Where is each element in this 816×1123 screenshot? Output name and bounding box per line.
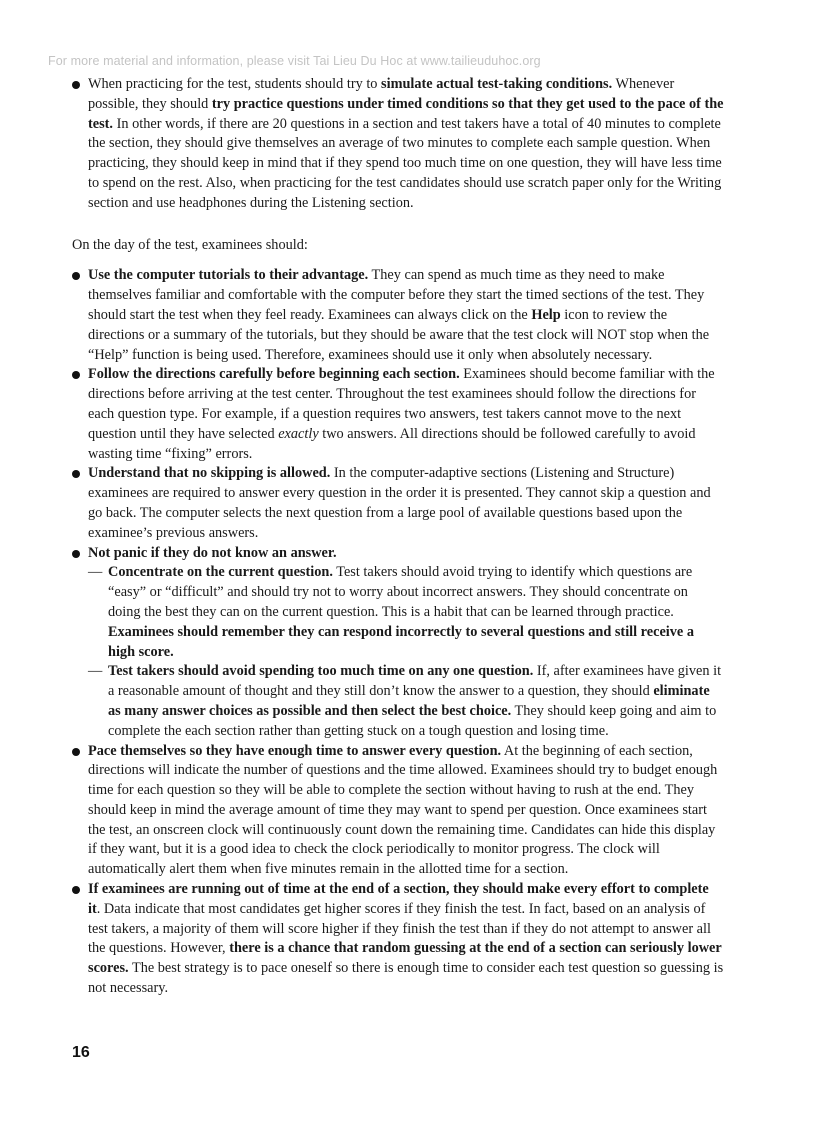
item-heading: Follow the directions carefully before beginning each section.: [88, 366, 460, 383]
text-run: Examinees should become familiar with the directions before arriving at the test center. Throughout the test examinees should follow the directions for each question type. For example, if a question requires two answers, test takers cannot move to the next question until they have selected: [88, 366, 715, 442]
bullet-icon: [72, 272, 80, 280]
item-heading: Understand that no skipping is allowed.: [88, 465, 331, 482]
text-run: two answers. All directions should be followed carefully to avoid wasting time “fixing” errors.: [88, 425, 696, 462]
text-run: In the computer-adaptive sections (Listening and Structure) examinees are required to answer every question in the order it is presented. They cannot skip a question and go back. The computer selects the next question from a large pool of available questions based upon the examinee’s previous answers.: [88, 465, 711, 541]
emphasis: eliminate as many answer choices as possible and then select the best choice.: [108, 683, 710, 719]
bullet-icon: [72, 81, 80, 89]
italic-emphasis: exactly: [278, 425, 319, 442]
sub-item-time: [72, 662, 724, 741]
text-run: They should keep going and aim to complete the each section rather than getting stuck on a tough question and losing time.: [108, 702, 717, 739]
list-item-running-out: [72, 880, 724, 999]
text-run: icon to review the directions or a summary of the tutorials, but they should be aware that the test clock will NOT stop when the “Help” function is being used. Therefore, examinees should use it only when absolutely necessary.: [88, 306, 710, 363]
text-run: Test takers should avoid trying to identify which questions are “easy” or “difficult” and should try not to worry about incorrect answers. They should concentrate on doing the best they can on the current question. This is a habit that can be learned through practice.: [108, 564, 693, 620]
emphasis: try practice questions under timed conditions so that they get used to the pace of the test.: [88, 95, 724, 132]
list-item-pace: [72, 742, 724, 881]
bullet-icon: [72, 371, 80, 379]
text-run: The best strategy is to pace oneself so there is enough time to consider each test question so guessing is not necessary.: [88, 960, 724, 997]
page-number: 16: [72, 1044, 90, 1061]
text-run: If, after examinees have given it a reasonable amount of thought and they still don’t know the answer to a question, they should: [108, 663, 722, 700]
item-heading: Concentrate on the current question.: [108, 564, 333, 581]
item-heading: Use the computer tutorials to their advantage.: [88, 267, 369, 284]
item-heading: Pace themselves so they have enough time to answer every question.: [88, 742, 502, 759]
bullet-icon: [72, 550, 80, 558]
dash-marker: —: [88, 663, 103, 680]
watermark: For more material and information, please visit Tai Lieu Du Hoc at www.tailieuduhoc.org: [48, 54, 541, 68]
item-heading: If examinees are running out of time at the end of a section, they should make every effort to complete it: [88, 881, 709, 917]
page-content: [72, 75, 724, 999]
emphasis: simulate actual test-taking conditions.: [381, 76, 613, 92]
bullet-icon: [72, 748, 80, 756]
bullet-icon: [72, 886, 80, 894]
text-run: In other words, if there are 20 questions in a section and test takers have a total of 40 minutes to complete the section, they should give themselves an average of two minutes to complete each sample question. When practicing, they should keep in mind that if they spend too much time on one question, they will have less time to spend on the rest. Also, when practicing for the test candidates should use scratch paper only for the Writing section and use headphones during the Listening section.: [88, 115, 722, 211]
text-run: When practicing for the test, students should try to: [88, 76, 382, 92]
text-run: . Data indicate that most candidates get higher scores if they finish the test. In fact, based on an analysis of test takers, a majority of them will score higher if they finish the test than if they do not attempt to answer all the questions. However,: [88, 900, 711, 957]
text-run: They can spend as much time as they need to make themselves familiar and comfortable with the computer before they start the timed sections of the test. They should start the test when they feel ready. Examinees can always click on the: [88, 267, 705, 323]
sub-item-concentrate: [72, 563, 724, 662]
text-run: At the beginning of each section, directions will indicate the number of questions and the time allowed. Examinees should try to budget enough time for each question so they will be able to complete the section without having to rush at the end. They should keep in mind the average amount of time they may want to spend per question. Once examinees start the test, an onscreen clock will continuously count down the remaining time. Candidates can hide this display if they want, but it is a good idea to check the clock periodically to monitor progress. The clock will automatically alert them when five minutes remain in the allotted time for a section.: [88, 742, 718, 878]
emphasis: there is a chance that random guessing at the end of a section can seriously lower scores.: [88, 940, 722, 977]
bullet-icon: [72, 470, 80, 478]
list-item-skipping: [72, 464, 724, 543]
list-item-directions: [72, 365, 724, 464]
emphasis: Help: [531, 306, 561, 323]
text-run: Whenever possible, they should: [88, 76, 675, 112]
list-item-tutorials: [72, 266, 724, 365]
lead-paragraph: On the day of the test, examinees should:: [72, 236, 308, 253]
list-item-panic: [72, 544, 724, 564]
emphasis: Examinees should remember they can respond incorrectly to several questions and still receive a high score.: [108, 623, 694, 660]
item-heading: Not panic if they do not know an answer.: [88, 544, 337, 561]
list-item-practice: [72, 75, 724, 214]
dash-marker: —: [88, 564, 103, 581]
item-heading: Test takers should avoid spending too much time on any one question.: [108, 663, 534, 680]
